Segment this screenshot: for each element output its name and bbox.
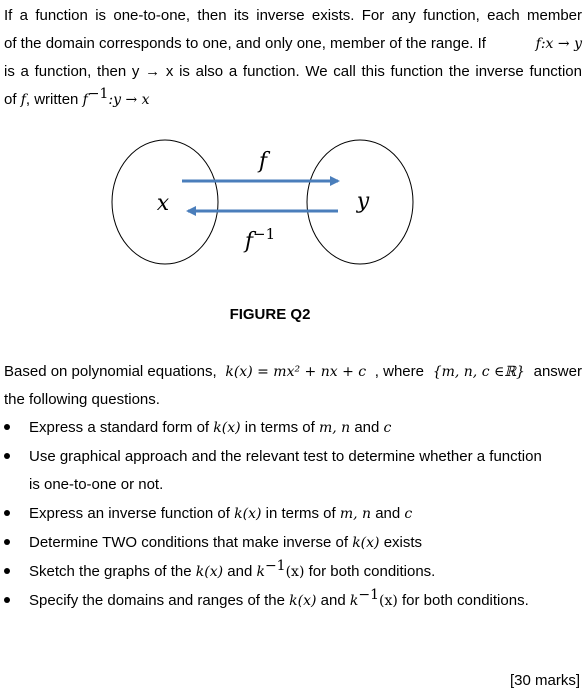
- bullet-text: in terms of: [265, 505, 336, 522]
- intro-line-4-finv-map: :y → x: [108, 92, 150, 108]
- intro-line-2-math: f:x → y: [535, 36, 582, 52]
- question-where: , where: [374, 363, 424, 380]
- bullet-text: Use graphical approach and the relevant test to determine whether a function: [29, 448, 542, 465]
- bullet-dot: [4, 510, 10, 516]
- intro-line-2: [4, 30, 582, 58]
- bullet-dot: [4, 424, 10, 430]
- bullet-text: and: [375, 505, 401, 522]
- intro-line-4-finv: f: [82, 92, 88, 108]
- bullet-math: c: [383, 420, 392, 436]
- intro-line-1: If a function is one-to-one, then its inverse exists. For any function, each member: [4, 7, 582, 24]
- label-finv-f: f: [244, 229, 254, 254]
- bullet-dot: [4, 453, 10, 459]
- bullet-math: k: [256, 564, 265, 580]
- intro-line-2-text: of the domain corresponds to one, and only one, member of the range. If: [4, 35, 486, 52]
- bullet-math: k(x): [352, 535, 380, 551]
- question-list: [0, 414, 586, 616]
- label-f: f: [258, 149, 268, 174]
- question-line-1: [4, 358, 582, 386]
- bullet-dot: [4, 597, 10, 603]
- question-answer: answer: [533, 363, 582, 380]
- inverse-function-diagram: [100, 130, 430, 280]
- label-x: x: [156, 191, 170, 216]
- bullet-math: m, n: [318, 420, 351, 436]
- bullet-math: k(x): [195, 564, 224, 580]
- bullet-math: k: [349, 593, 359, 609]
- bullet-dot: [4, 568, 10, 574]
- intro-line-4-finv-sup: −1: [87, 86, 109, 102]
- intro-line-3: is a function, then y → x is also a function. We call this function the inverse function: [4, 63, 582, 80]
- bullet-text: Express an inverse function of: [29, 505, 230, 522]
- bullet-text: for both conditions.: [308, 563, 436, 580]
- question-line-2: the following questions.: [4, 391, 160, 408]
- question-line-1-lead: Based on polynomial equations,: [4, 363, 217, 380]
- marks-label: [30 marks]: [509, 672, 580, 689]
- bullet-text: in terms of: [244, 419, 315, 436]
- figure-caption: FIGURE Q2: [229, 306, 311, 323]
- bullet-text: Sketch the graphs of the: [29, 563, 192, 580]
- list-item: [0, 587, 586, 615]
- list-item: [0, 500, 586, 528]
- bullet-text: and: [227, 563, 253, 580]
- intro-line-4-f: f: [20, 92, 26, 108]
- bullet-math: k(x): [234, 506, 262, 522]
- bullet-sup: −1: [358, 587, 379, 603]
- bullet-math: (x): [285, 564, 305, 580]
- bullet-dot: [4, 539, 10, 545]
- bullet-sup: −1: [264, 558, 286, 574]
- bullet-text: Determine TWO conditions that make inverse of: [29, 534, 349, 551]
- bullet-text: Specify the domains and ranges of the: [29, 592, 285, 609]
- bullet-math: (x): [378, 593, 398, 609]
- intro-paragraph: [4, 2, 582, 114]
- bullet-text: exists: [383, 534, 423, 551]
- bullet-text: Express a standard form of: [29, 419, 210, 436]
- list-item: [0, 414, 586, 442]
- bullet-math: k(x): [213, 420, 241, 436]
- diagram-svg: [100, 130, 430, 280]
- intro-line-4: [4, 86, 582, 114]
- bullet-text: and: [354, 419, 380, 436]
- list-item: [0, 529, 586, 557]
- bullet-math: k(x): [289, 593, 317, 609]
- list-item: [0, 558, 586, 586]
- question-paragraph: [4, 358, 582, 414]
- question-k-def: k(x) = mx² + nx + c: [225, 364, 367, 380]
- list-item: [0, 443, 586, 499]
- bullet-text: is one-to-one or not.: [29, 476, 164, 493]
- bullet-math: m, n: [339, 506, 372, 522]
- intro-line-4-written: , written: [25, 91, 79, 108]
- label-y: y: [356, 189, 370, 214]
- bullet-text: for both conditions.: [401, 592, 529, 609]
- bullet-math: c: [404, 506, 413, 522]
- label-finv: [243, 225, 275, 254]
- bullet-text: and: [320, 592, 346, 609]
- question-set: {m, n, c ∈ℝ}: [432, 364, 525, 380]
- label-finv-sup: −1: [253, 225, 276, 243]
- intro-line-4-of: of: [4, 91, 17, 108]
